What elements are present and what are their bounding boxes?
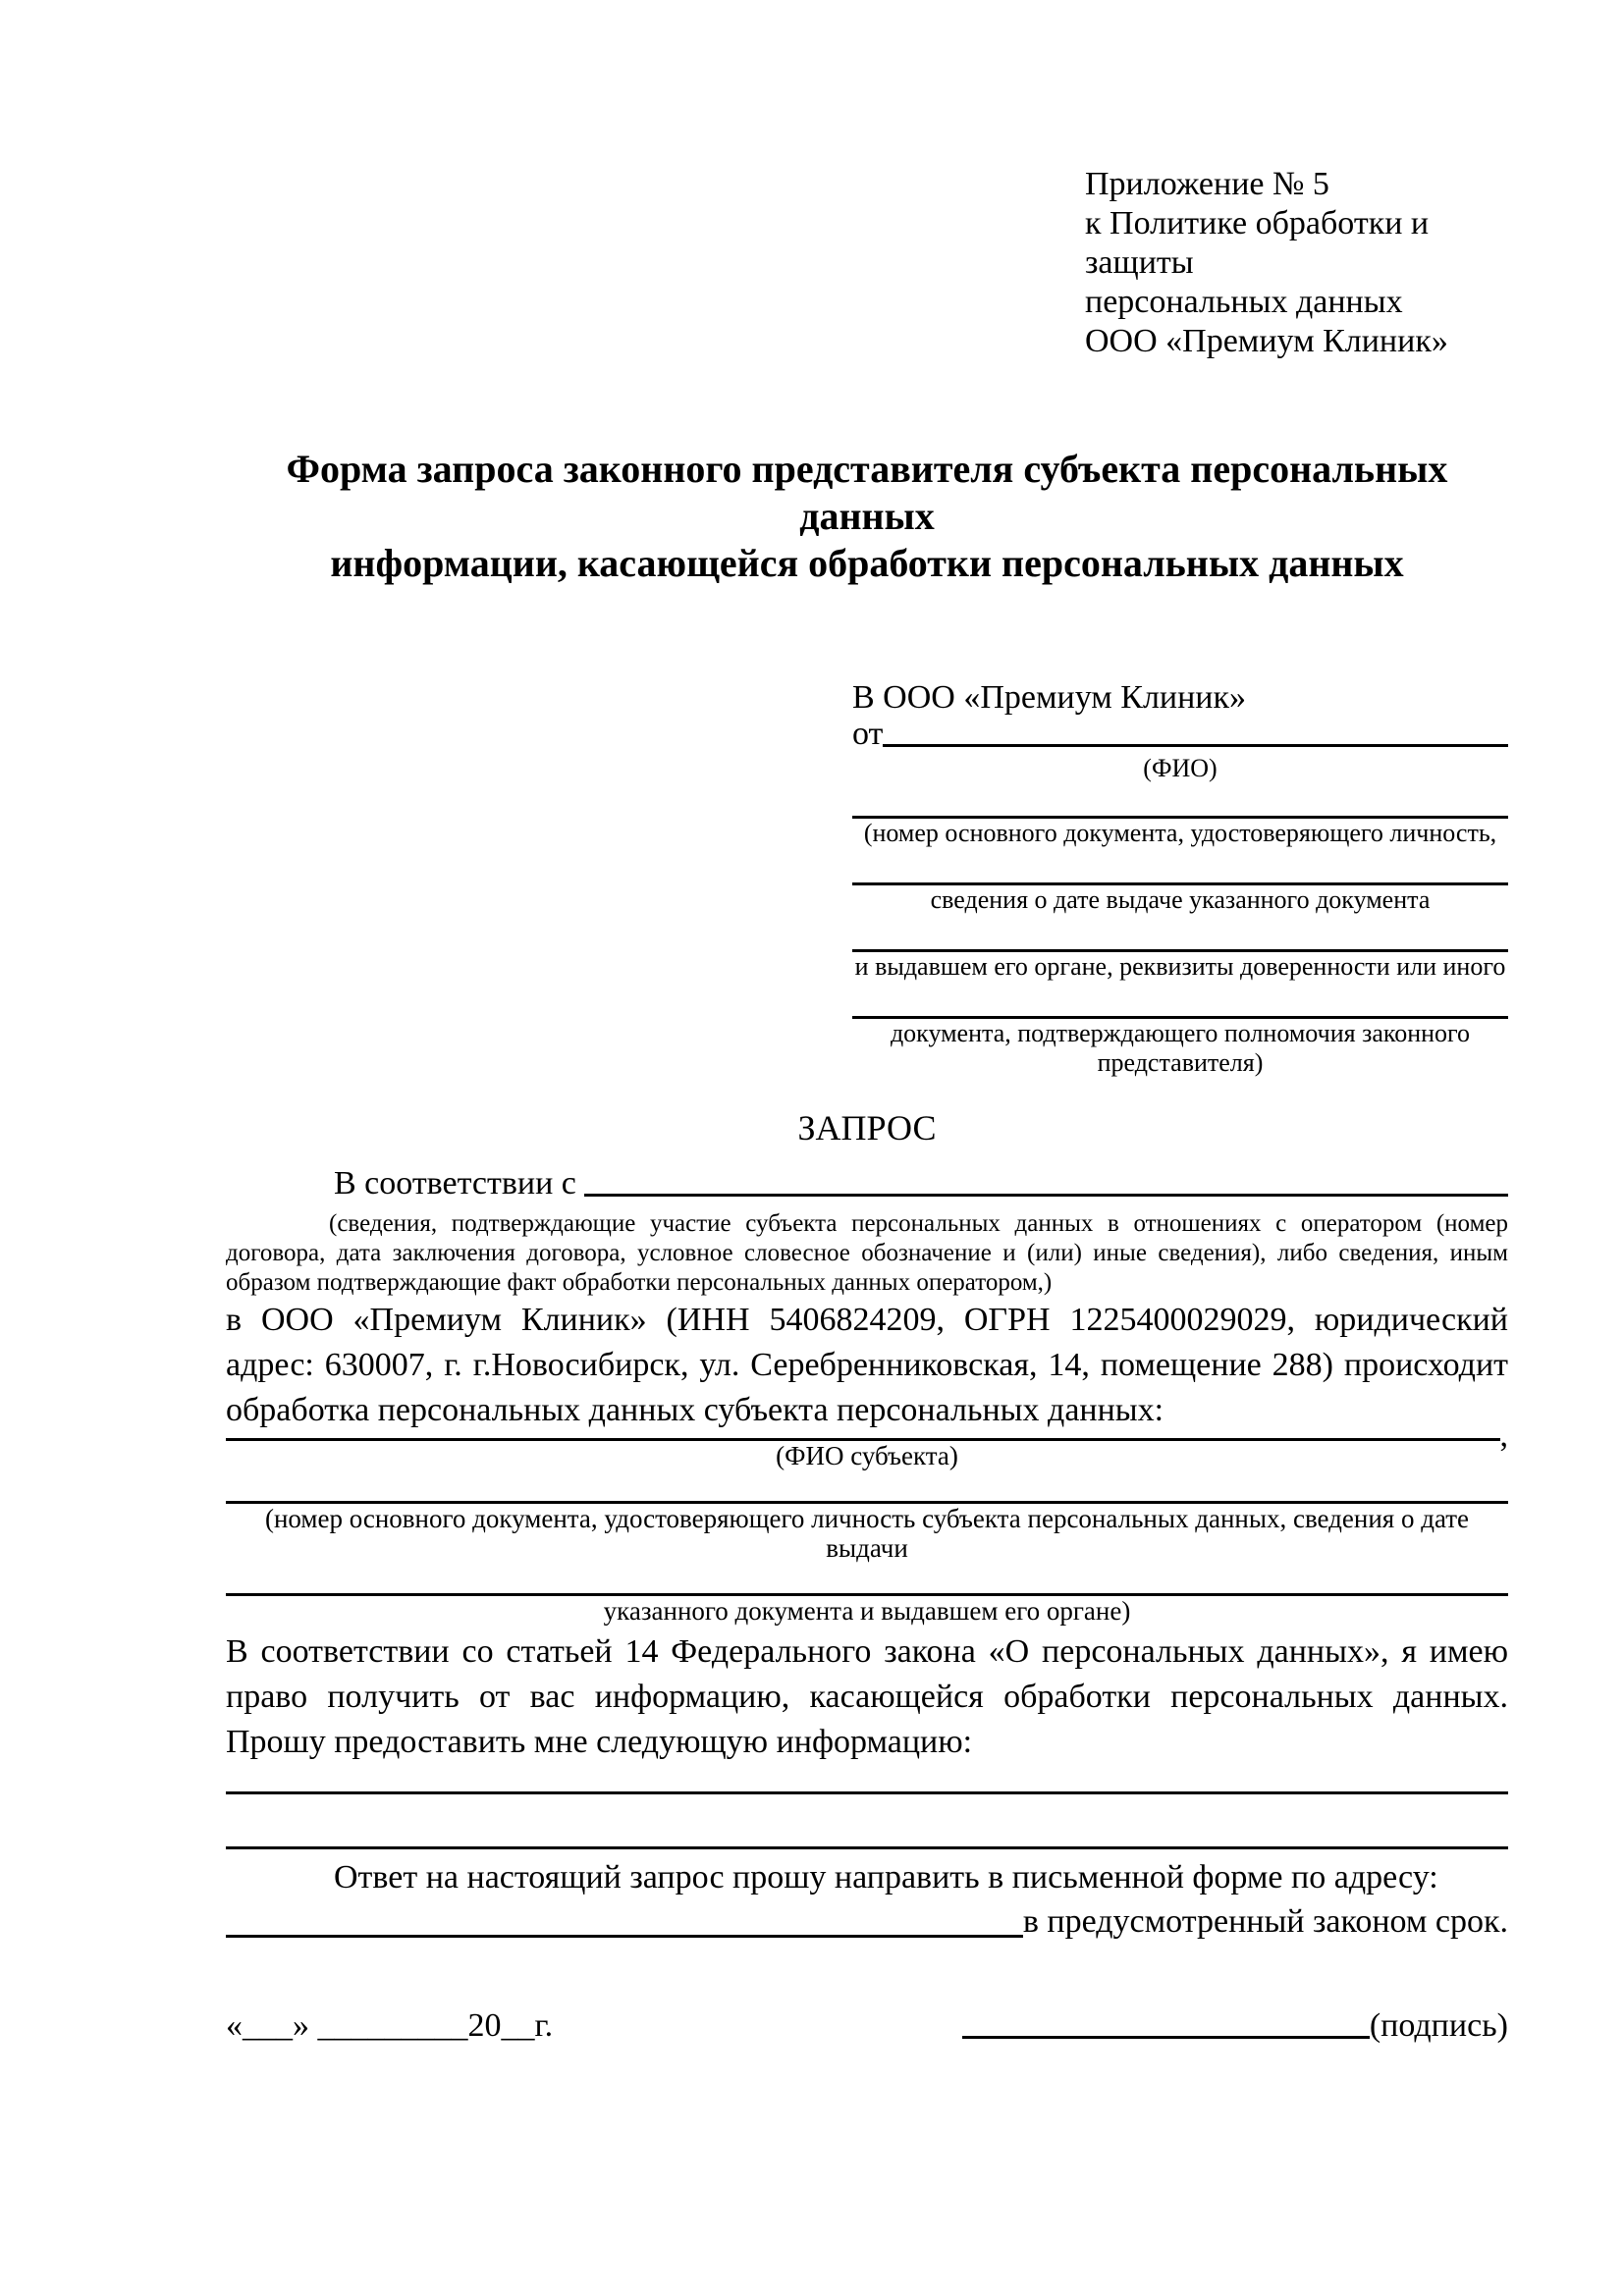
basis-caption: (сведения, подтверждающие участие субъекта персональных данных в отношениях с оператором (номер договора, дата заключения договора, условное словесное обозначение и (или) иные сведения), либо сведения, иным образом подтверждающие факт обработки персональных данных оператором,) [226, 1210, 1508, 1296]
subject-comma: , [1499, 1417, 1508, 1454]
subject-doc-caption-1: (номер основного документа, удостоверяющего личность субъекта персональных данных, сведения о дате выдачи [264, 1504, 1470, 1563]
request-heading: ЗАПРОС [797, 1108, 937, 1148]
subject-doc-caption-2: указанного документа и выдавшем его органе) [603, 1596, 1131, 1626]
info-blank-line-1[interactable] [226, 1765, 1508, 1794]
basis-row [226, 1164, 1508, 1203]
subject-fio-row [226, 1417, 1508, 1454]
form-title-line-1: Форма запроса законного представителя субъекта персональных данных [286, 447, 1448, 538]
operator-paragraph: в ООО «Премиум Клиник» (ИНН 5406824209, ОГРН 1225400029029, юридический адрес: 630007, г. г.Новосибирск, ул. Серебренниковская, 14, помещение 288) происходит обработка персональных данных субъекта персональных данных: [226, 1302, 1508, 1428]
representative-doc-caption-3: и выдавшем его органе, реквизиты доверенности или иного [854, 952, 1506, 981]
form-title [226, 446, 1508, 587]
info-blank-line-2[interactable] [226, 1794, 1508, 1849]
date-signature-row [226, 2006, 1508, 2046]
from-label: от [852, 716, 884, 752]
representative-doc-caption-4: документа, подтверждающего полномочия законного представителя) [890, 1019, 1471, 1077]
representative-doc-line-1[interactable] [852, 783, 1508, 819]
fio-caption: (ФИО) [1143, 754, 1218, 782]
addressee-to: В ООО «Премиум Клиник» [852, 679, 1247, 716]
representative-doc-caption-2: сведения о дате выдаче указанного документа [930, 885, 1431, 914]
subject-fio-caption: (ФИО субъекта) [776, 1441, 958, 1470]
representative-doc-line-4[interactable] [852, 982, 1508, 1019]
appendix-line-4: ООО «Премиум Клиник» [1085, 323, 1448, 359]
signature-block [962, 2006, 1508, 2046]
appendix-line-3: персональных данных [1085, 284, 1403, 320]
signature-caption: (подпись) [1369, 2007, 1508, 2044]
basis-fill-line[interactable] [584, 1194, 1508, 1197]
reply-address-row [226, 1900, 1508, 1944]
date-placeholder: «___» _________20__г. [226, 2007, 554, 2044]
reply-address-line[interactable] [226, 1935, 1023, 1938]
signature-line[interactable] [962, 2036, 1370, 2039]
addressee-block [852, 677, 1508, 1078]
representative-doc-caption-1: (номер основного документа, удостоверяющего личность, [863, 819, 1497, 847]
subject-doc-line-1[interactable] [226, 1470, 1508, 1504]
subject-doc-line-2[interactable] [226, 1563, 1508, 1596]
basis-prefix: В соответствии с [334, 1165, 576, 1201]
from-row [852, 716, 1508, 754]
appendix-line-1: Приложение № 5 [1085, 166, 1329, 202]
form-title-line-2: информации, касающейся обработки персональных данных [330, 541, 1404, 585]
from-fill-line[interactable] [883, 744, 1508, 747]
representative-doc-line-3[interactable] [852, 915, 1508, 952]
law-paragraph: В соответствии со статьей 14 Федерального закона «О персональных данных», я имею право получить от вас информацию, касающейся обработки персональных данных. Прошу предоставить мне следующую информацию: [226, 1633, 1508, 1760]
appendix-block [1085, 165, 1508, 361]
reply-tail: в предусмотренный законом срок. [1022, 1903, 1508, 1940]
representative-doc-line-2[interactable] [852, 848, 1508, 885]
reply-paragraph: Ответ на настоящий запрос прошу направить в письменной форме по адресу: [334, 1859, 1438, 1896]
appendix-line-2: к Политике обработки и защиты [1085, 205, 1430, 281]
